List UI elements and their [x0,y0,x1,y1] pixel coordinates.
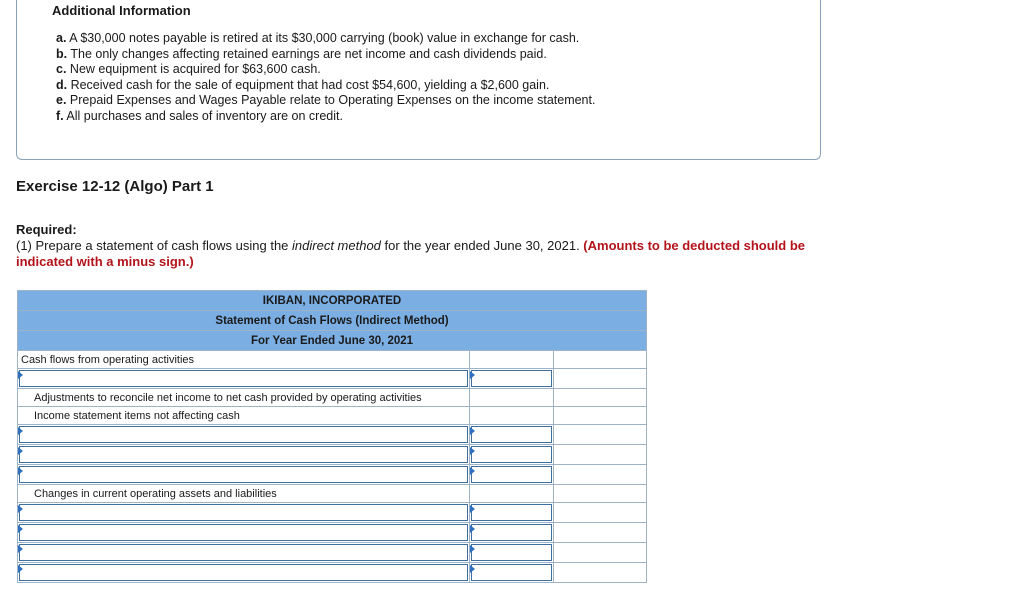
amount-cell [470,445,554,465]
dropdown-arrow-icon[interactable] [470,427,475,435]
section-label-operating: Cash flows from operating activities [18,351,470,369]
amount-cell [470,503,554,523]
line-item-cell [18,563,470,583]
item-text: The only changes affecting retained earnings are net income and cash dividends paid. [67,46,547,61]
line-item-input[interactable] [19,370,468,387]
line-item-cell [18,425,470,445]
table-row [18,291,647,311]
noncash-items-label: Income statement items not affecting cash [18,407,470,425]
amount-input[interactable] [471,446,552,463]
item-letter: f. [56,108,64,123]
line-item-input[interactable] [19,564,468,581]
empty-cell [554,465,647,485]
line-item-cell [18,465,470,485]
dropdown-arrow-icon[interactable] [470,525,475,533]
line-item-input[interactable] [19,426,468,443]
amount-input[interactable] [471,564,552,581]
table-row [18,369,647,389]
list-item [56,78,595,94]
amount-input[interactable] [471,426,552,443]
line-item-cell [18,369,470,389]
dropdown-arrow-icon[interactable] [18,447,23,455]
line-item-input[interactable] [19,544,468,561]
amount-input[interactable] [471,466,552,483]
required-prefix: (1) Prepare a statement of cash flows using the [16,238,293,253]
line-item-input[interactable] [19,446,468,463]
dropdown-arrow-icon[interactable] [18,427,23,435]
empty-cell [470,351,554,369]
required-note: (Amounts to be deducted should be indicated with a minus sign.) [16,238,806,269]
table-row [18,543,647,563]
dropdown-arrow-icon[interactable] [470,447,475,455]
list-item [56,109,595,125]
item-text: Received cash for the sale of equipment that had cost $54,600, yielding a $2,600 gain. [67,77,550,92]
amount-cell [470,425,554,445]
amount-input[interactable] [471,370,552,387]
line-item-cell [18,523,470,543]
empty-cell [554,563,647,583]
cash-flow-statement-table [17,290,647,583]
required-instructions [16,238,816,270]
item-text: New equipment is acquired for $63,600 cash. [66,62,321,77]
table-row [18,311,647,331]
amount-cell [470,369,554,389]
amount-input[interactable] [471,544,552,561]
statement-period: For Year Ended June 30, 2021 [18,331,647,351]
empty-cell [554,543,647,563]
table-row [18,351,647,369]
table-row [18,445,647,465]
empty-cell [470,407,554,425]
required-suffix: for the year ended June 30, 2021. [380,238,584,253]
amount-cell [470,523,554,543]
item-letter: e. [56,93,67,108]
empty-cell [554,425,647,445]
line-item-input[interactable] [19,524,468,541]
statement-title: Statement of Cash Flows (Indirect Method) [18,311,647,331]
additional-info-title: Additional Information [52,3,191,18]
item-text: Prepaid Expenses and Wages Payable relate to Operating Expenses on the income statement. [66,93,596,108]
empty-cell [554,389,647,407]
dropdown-arrow-icon[interactable] [18,545,23,553]
table-row [18,407,647,425]
table-row [18,485,647,503]
amount-cell [470,465,554,485]
line-item-input[interactable] [19,466,468,483]
dropdown-arrow-icon[interactable] [18,525,23,533]
dropdown-arrow-icon[interactable] [470,565,475,573]
dropdown-arrow-icon[interactable] [470,545,475,553]
adjustments-label: Adjustments to reconcile net income to net cash provided by operating activities [18,389,470,407]
item-letter: a. [56,31,67,45]
list-item [56,47,595,63]
empty-cell [554,485,647,503]
dropdown-arrow-icon[interactable] [18,371,23,379]
required-method: indirect method [292,238,381,253]
dropdown-arrow-icon[interactable] [18,565,23,573]
item-letter: b. [56,46,68,61]
dropdown-arrow-icon[interactable] [18,505,23,513]
empty-cell [554,407,647,425]
additional-info-list [56,31,595,125]
empty-cell [554,369,647,389]
amount-input[interactable] [471,524,552,541]
list-item [56,31,595,47]
empty-cell [470,389,554,407]
amount-input[interactable] [471,504,552,521]
line-item-cell [18,543,470,563]
table-row [18,523,647,543]
table-row [18,503,647,523]
empty-cell [554,351,647,369]
empty-cell [554,523,647,543]
item-letter: c. [56,62,67,77]
table-row [18,465,647,485]
line-item-input[interactable] [19,504,468,521]
empty-cell [554,503,647,523]
empty-cell [554,445,647,465]
table-row [18,331,647,351]
item-letter: d. [56,77,68,92]
table-row [18,563,647,583]
amount-cell [470,563,554,583]
dropdown-arrow-icon[interactable] [18,467,23,475]
dropdown-arrow-icon[interactable] [470,467,475,475]
dropdown-arrow-icon[interactable] [470,371,475,379]
line-item-cell [18,503,470,523]
exercise-title: Exercise 12-12 (Algo) Part 1 [16,178,214,195]
company-name: IKIBAN, INCORPORATED [18,291,647,311]
list-item [56,93,595,109]
amount-cell [470,543,554,563]
required-label: Required: [16,222,77,237]
changes-label: Changes in current operating assets and liabilities [18,485,470,503]
line-item-cell [18,445,470,465]
dropdown-arrow-icon[interactable] [470,505,475,513]
list-item [56,62,595,78]
table-row [18,389,647,407]
table-row [18,425,647,445]
empty-cell [470,485,554,503]
item-text: A $30,000 notes payable is retired at its $30,000 carrying (book) value in exchange for cash. [66,31,580,45]
item-text: All purchases and sales of inventory are on credit. [63,108,343,123]
